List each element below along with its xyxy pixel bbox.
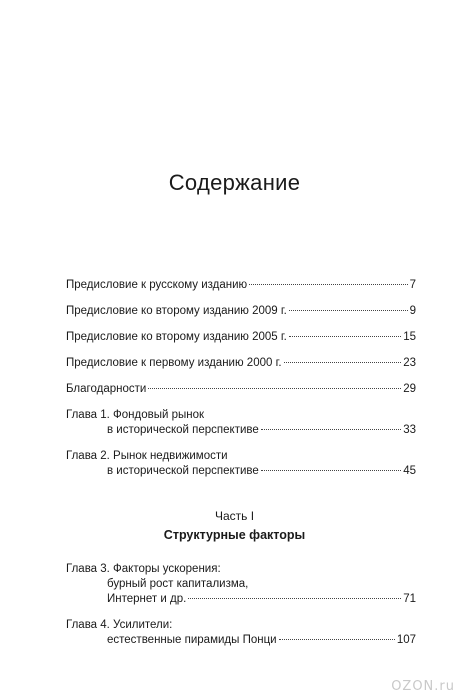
dot-leader: [284, 362, 402, 363]
toc-page-number: 71: [403, 593, 416, 605]
part-title: Структурные факторы: [163, 528, 306, 542]
toc-line: [66, 278, 416, 293]
toc-line: [66, 408, 416, 423]
toc-line: [66, 464, 416, 479]
toc-entry-text: Интернет и др.: [107, 593, 187, 605]
toc-entry: [66, 408, 416, 438]
toc-entry-text: Предисловие ко второму изданию 2009 г.: [66, 305, 287, 317]
dot-leader: [148, 388, 401, 389]
toc-entry-text: Глава 3. Факторы ускорения:: [66, 563, 221, 575]
toc-entry: [66, 304, 416, 319]
dot-leader: [289, 310, 408, 311]
toc-page-number: 29: [403, 383, 416, 395]
page-title: Содержание: [168, 170, 301, 195]
toc-entry-text: Благодарности: [66, 383, 147, 395]
dot-leader: [279, 639, 395, 640]
toc-entry: [66, 562, 416, 607]
toc-line: [66, 577, 416, 592]
toc-entry-text: Глава 4. Усилители:: [66, 619, 173, 631]
toc-entry-text: Предисловие к русскому изданию: [66, 279, 248, 291]
dot-leader: [261, 470, 401, 471]
toc-page-number: 9: [409, 305, 416, 317]
toc-line: [66, 618, 416, 633]
toc-page-number: 107: [396, 634, 416, 646]
watermark-logo: OZON.ru: [391, 679, 455, 694]
toc-entry: [66, 278, 416, 293]
toc-entry-text: Предисловие ко второму изданию 2005 г.: [66, 331, 287, 343]
toc-page-number: 45: [403, 465, 416, 477]
toc-page-number: 33: [403, 424, 416, 436]
toc-line: [66, 382, 416, 397]
part-number: Часть I: [214, 509, 255, 523]
toc-entry-text: бурный рост капитализма,: [107, 578, 249, 590]
toc-entry: [66, 356, 416, 371]
dot-leader: [249, 284, 407, 285]
toc-line: [66, 449, 416, 464]
toc-page-number: 7: [409, 279, 416, 291]
toc-entry: [66, 330, 416, 345]
toc-entry: [66, 382, 416, 397]
toc-line: [66, 423, 416, 438]
toc-page-number: 15: [403, 331, 416, 343]
dot-leader: [188, 598, 401, 599]
toc-entry-text: естественные пирамиды Понци: [107, 634, 277, 646]
toc-entry-text: в исторической перспективе: [107, 465, 259, 477]
dot-leader: [289, 336, 401, 337]
toc-entry-text: в исторической перспективе: [107, 424, 259, 436]
toc-entry: [66, 618, 416, 648]
toc-entry-text: Предисловие к первому изданию 2000 г.: [66, 357, 282, 369]
toc-entry: [66, 449, 416, 479]
toc-line: [66, 330, 416, 345]
toc-line: [66, 304, 416, 319]
toc-line: [66, 356, 416, 371]
toc-line: [66, 633, 416, 648]
toc-page-number: 23: [403, 357, 416, 369]
part-table-of-contents: [66, 562, 416, 648]
table-of-contents: [66, 278, 416, 479]
toc-line: [66, 562, 416, 577]
dot-leader: [261, 429, 401, 430]
toc-entry-text: Глава 2. Рынок недвижимости: [66, 450, 228, 462]
toc-entry-text: Глава 1. Фондовый рынок: [66, 409, 205, 421]
toc-line: [66, 592, 416, 607]
